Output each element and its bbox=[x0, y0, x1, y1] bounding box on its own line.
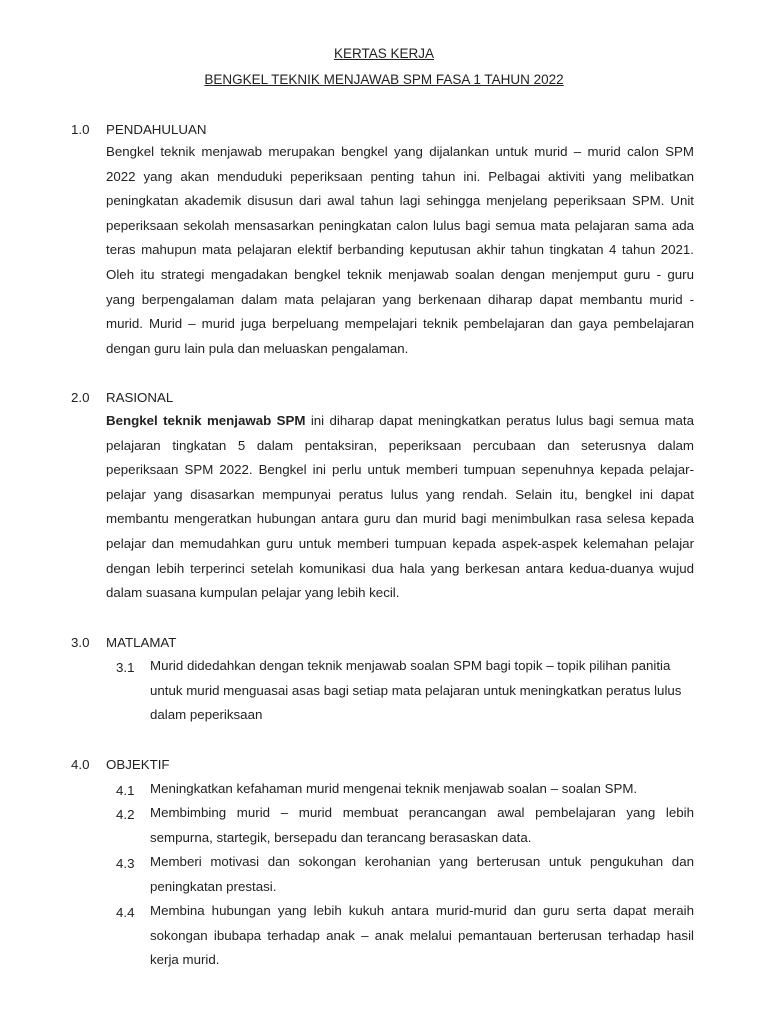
bold-lead: Bengkel teknik menjawab SPM bbox=[106, 413, 306, 428]
list-item-number: 4.4 bbox=[116, 905, 135, 920]
document-subtitle: BENGKEL TEKNIK MENJAWAB SPM FASA 1 TAHUN 2022 bbox=[204, 72, 564, 87]
section-number: 1.0 bbox=[71, 122, 90, 137]
section-heading: RASIONAL bbox=[106, 390, 174, 405]
list-item-number: 3.1 bbox=[116, 660, 135, 675]
section-number: 3.0 bbox=[71, 635, 90, 650]
section-paragraph bbox=[106, 409, 694, 606]
list-item-number: 4.3 bbox=[116, 856, 135, 871]
paragraph-body: ini diharap dapat meningkatkan peratus lulus bagi semua mata pelajaran tingkatan 5 dalam pentaksiran, peperiksaan percubaan dan seterusnya dalam peperiksaan SPM 2022. Bengkel ini perlu untuk memberi tumpuan sepenuhnya kepada pelajar-pelajar yang disasarkan mempunyai peratus lulus yang rendah. Selain itu, bengkel ini dapat membantu mengeratkan hubungan antara guru dan murid bagi menimbulkan rasa selesa kepada pelajar dan memudahkan guru untuk memberi tumpuan kepada aspek-aspek kelemahan pelajar dengan lebih terperinci setelah komunikasi dua hala yang berkesan antara kedua-duanya wujud dalam suasana kumpulan pelajar yang lebih kecil. bbox=[106, 413, 694, 601]
section-heading: MATLAMAT bbox=[106, 635, 177, 650]
section-heading: PENDAHULUAN bbox=[106, 122, 207, 137]
list-item-text: Murid didedahkan dengan teknik menjawab soalan SPM bagi topik – topik pilihan panitia untuk murid menguasai asas bagi setiap mata pelajaran untuk meningkatkan peratus lulus dalam peperiksaan bbox=[150, 658, 682, 723]
list-item-number: 4.2 bbox=[116, 807, 135, 822]
list-item-text: Memberi motivasi dan sokongan kerohanian yang berterusan untuk pengukuhan dan peningkatan prestasi. bbox=[150, 854, 694, 894]
list-item-text: Meningkatkan kefahaman murid mengenai teknik menjawab soalan – soalan SPM. bbox=[150, 781, 638, 796]
list-item-text: Membina hubungan yang lebih kukuh antara murid-murid dan guru serta dapat meraih sokongan ibubapa terhadap anak – anak melalui pemantauan berterusan terhadap hasil kerja murid. bbox=[150, 903, 694, 968]
list-item-number: 4.1 bbox=[116, 783, 135, 798]
section-number: 4.0 bbox=[71, 757, 90, 772]
section-paragraph: Bengkel teknik menjawab merupakan bengkel yang dijalankan untuk murid – murid calon SPM 2022 yang akan menduduki peperiksaan penting tahun ini. Pelbagai aktiviti yang melibatkan peningkatan akademik disusun dari awal tahun lagi sehingga menjelang peperiksaan SPM. Unit peperiksaan sekolah mensasarkan peningkatan calon lulus bagi semua mata pelajaran sama ada teras mahupun mata pelajaran elektif berbanding keputusan akhir tahun tingkatan 4 tahun 2021. Oleh itu strategi mengadakan bengkel teknik menjawab soalan dengan menjemput guru - guru yang berpengalaman dalam mata pelajaran yang berkenaan diharap dapat membantu murid -murid. Murid – murid juga berpeluang mempelajari teknik pembelajaran dan gaya pembelajaran dengan guru lain pula dan meluaskan pengalaman. bbox=[106, 144, 694, 356]
section-number: 2.0 bbox=[71, 390, 90, 405]
list-item-text: Membimbing murid – murid membuat perancangan awal pembelajaran yang lebih sempurna, startegik, bersepadu dan terancang berasaskan data. bbox=[150, 805, 694, 845]
document-title: KERTAS KERJA bbox=[333, 46, 435, 61]
section-heading: OBJEKTIF bbox=[106, 757, 170, 772]
